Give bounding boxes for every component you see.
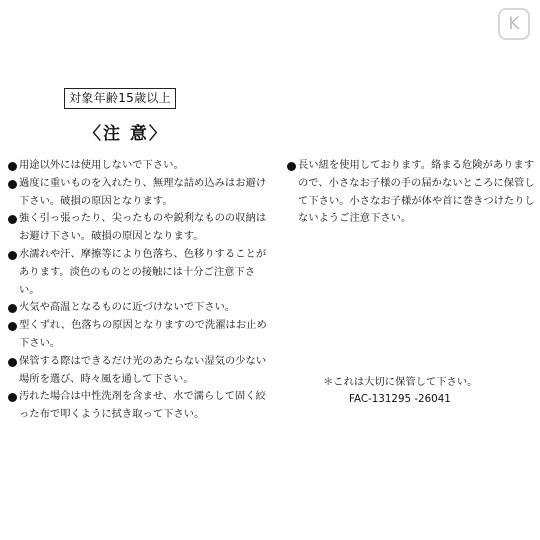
bullet-icon [8, 162, 17, 171]
caution-list-left [8, 157, 270, 424]
age-rating-box: 対象年齢15歳以上 [64, 88, 176, 109]
caution-item [8, 157, 270, 175]
bullet-icon [8, 358, 17, 367]
caution-item-text: 過度に重いものを入れたり、無理な詰め込みはお避け下さい。破損の原因となります。 [19, 176, 267, 207]
caution-item [8, 388, 270, 424]
bullet-icon [8, 180, 17, 189]
logo-letter: K [508, 14, 520, 34]
bullet-icon [8, 215, 17, 224]
caution-item-text: 用途以外には使用しないで下さい。 [19, 159, 184, 171]
caution-item-text: 保管する際はできるだけ光のあたらない湿気の少ない場所を選び、時々風を通して下さい。 [19, 354, 267, 385]
caution-item-text: 火気や高温となるものに近づけないで下さい。 [19, 301, 236, 314]
bullet-icon [287, 162, 296, 171]
k-logo-icon [498, 8, 530, 40]
bullet-icon [8, 251, 17, 260]
caution-list-right [287, 157, 535, 228]
storage-note: ＊これは大切に保管して下さい。 [323, 376, 478, 388]
caution-item [8, 175, 270, 211]
caution-heading: 〈注 意〉 [84, 124, 168, 144]
caution-item-text: 型くずれ、色落ちの原因となりますので洗濯はお止め下さい。 [19, 319, 267, 349]
caution-item [8, 299, 270, 317]
product-code: FAC-131295 -26041 [349, 393, 451, 405]
caution-item-text: 長い紐を使用しております。絡まる危険がありますので、小さなお子様の手の届かないところに保管して下さい。小さなお子様が体や首に巻きつけたりしないようご注意下さい。 [298, 159, 535, 225]
bullet-icon [8, 322, 17, 331]
caution-item-text: 強く引っ張ったり、尖ったものや鋭利なものの収納はお避け下さい。破損の原因となります。 [19, 212, 267, 243]
caution-item-text: 汚れた場合は中性洗剤を含ませ、水で濡らして固く絞った布で叩くように拭き取って下さい。 [19, 390, 266, 421]
caution-item [8, 353, 270, 389]
caution-item [8, 317, 270, 353]
bullet-icon [8, 304, 17, 313]
caution-item [8, 246, 270, 299]
caution-item [8, 210, 270, 246]
bullet-icon [8, 393, 17, 402]
caution-item-text: 水濡れや汗、摩擦等により色落ち、色移りすることがあります。淡色のものとの接触には十分ご注意下さい。 [19, 247, 267, 296]
caution-item [287, 157, 535, 228]
